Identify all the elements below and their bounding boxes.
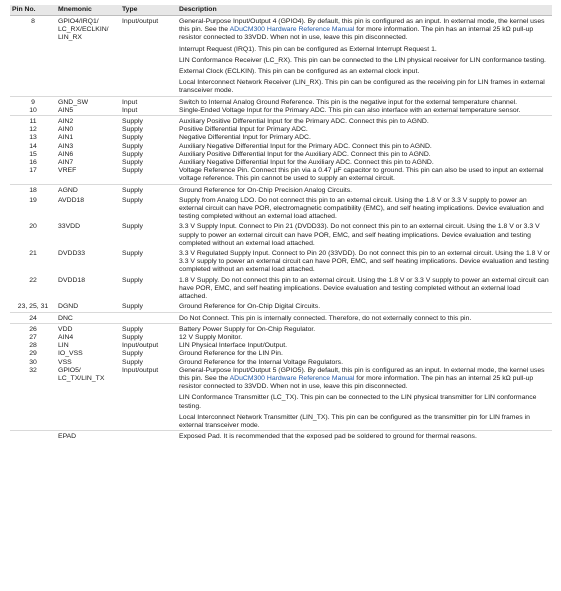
mnemonic-cell	[56, 96, 120, 107]
pin-number: 27	[29, 333, 37, 341]
pin-description	[177, 367, 552, 431]
pin-type: Supply	[122, 167, 143, 175]
mnemonic-line: GND_SW	[58, 98, 89, 106]
pin-description	[177, 134, 552, 142]
mnemonic-line: LIN_RX	[58, 34, 82, 42]
mnemonic-line: DGND	[58, 303, 79, 311]
mnemonic-cell	[56, 350, 120, 358]
pin-description	[177, 16, 552, 97]
mnemonic-line: EPAD	[58, 433, 77, 441]
table-row	[10, 126, 552, 134]
mnemonic-cell	[56, 301, 120, 312]
pin-type: Input/output	[122, 342, 159, 350]
pin-type	[120, 431, 177, 442]
description-text: Auxiliary Positive Differential Input for the Auxiliary ADC. Connect this pin to AGND.	[179, 150, 431, 158]
mnemonic-cell	[56, 221, 120, 248]
mnemonic-cell	[56, 126, 120, 134]
pin-type: Supply	[120, 184, 177, 195]
table-row	[10, 159, 552, 167]
description-text: Local Interconnect Network Receiver (LIN_RX). This pin can be configured as the receiving pin for LIN frames in external transceiver mode.	[179, 79, 545, 95]
mnemonic-cell	[56, 184, 120, 195]
pin-number: 30	[29, 358, 37, 366]
pin-type: Supply	[122, 159, 143, 167]
table-row	[10, 248, 552, 275]
pin-type: Supply	[122, 142, 143, 150]
description-text: Switch to Internal Analog Ground Reference. This pin is the negative input for the external temperature channel.	[179, 98, 518, 106]
description-paragraph	[179, 57, 550, 65]
description-text: Interrupt Request (IRQ1). This pin can be configured as External Interrupt Request 1.	[179, 45, 437, 53]
mnemonic-line: AVDD18	[58, 196, 85, 204]
description-paragraph	[179, 303, 550, 311]
pin-description	[177, 334, 552, 342]
pin-number: 29	[29, 350, 37, 358]
description-text: Battery Power Supply for On-Chip Regulator.	[179, 325, 316, 333]
table-row	[10, 221, 552, 248]
description-paragraph	[179, 187, 550, 195]
pin-function-table	[10, 5, 552, 441]
pin-type: Supply	[120, 116, 177, 127]
description-paragraph	[179, 277, 550, 302]
description-text: Ground Reference for On-Chip Precision Analog Circuits.	[179, 186, 353, 194]
pin-number: 9	[10, 96, 56, 107]
pin-description	[177, 143, 552, 151]
pin-number: 18	[10, 184, 56, 195]
pin-type: Input	[120, 96, 177, 107]
pin-description	[177, 167, 552, 184]
description-paragraph	[179, 18, 550, 43]
pin-type: Supply	[122, 134, 143, 142]
pin-number: 26	[10, 323, 56, 334]
description-paragraph	[179, 134, 550, 142]
pin-number: 17	[29, 167, 37, 175]
mnemonic-line: AIN2	[58, 118, 74, 126]
reference-manual-link[interactable]: ADuCM300 Hardware Reference Manual	[229, 374, 355, 382]
table-row	[10, 350, 552, 358]
pin-description	[177, 359, 552, 367]
pin-description	[177, 107, 552, 116]
pin-description	[177, 342, 552, 350]
table-header	[10, 5, 552, 16]
table-row	[10, 151, 552, 159]
header-type: Type	[120, 5, 177, 16]
description-paragraph	[179, 342, 550, 350]
description-text: LIN Conformance Receiver (LC_RX). This pin can be connected to the LIN physical receiver for LIN conformance testing.	[179, 56, 546, 64]
description-text: 1.8 V Supply. Do not connect this pin to an external circuit. Using the 1.8 V or 3.3 V supply to power an external circuit can have POR, EMC, and self heating implications. Device evaluation and testing completed without an external load attached.	[179, 276, 549, 301]
pin-type: Supply	[122, 276, 143, 284]
mnemonic-cell	[56, 312, 120, 323]
table-row	[10, 342, 552, 350]
table-row	[10, 195, 552, 222]
mnemonic-line: AIN0	[58, 126, 74, 134]
description-text: Single-Ended Voltage Input for the Primary ADC. This pin can also interface with an external temperature sensor.	[179, 106, 521, 114]
mnemonic-cell	[56, 342, 120, 350]
mnemonic-cell	[56, 107, 120, 116]
description-paragraph	[179, 394, 550, 410]
pin-number: 28	[29, 342, 37, 350]
pin-type	[120, 312, 177, 323]
description-paragraph	[179, 350, 550, 358]
description-paragraph	[179, 315, 550, 323]
pin-type: Supply	[122, 196, 143, 204]
description-paragraph	[179, 79, 550, 95]
description-paragraph	[179, 118, 550, 126]
pin-description	[177, 275, 552, 302]
mnemonic-cell	[56, 359, 120, 367]
mnemonic-cell	[56, 195, 120, 222]
header-pin-no: Pin No.	[10, 5, 56, 16]
description-paragraph	[179, 433, 550, 441]
description-paragraph	[179, 223, 550, 248]
description-text: General-Purpose Input/Output 5 (GPIO5). By default, this pin is configured as an input. In external mode, the kernel uses this pin. See the	[179, 366, 545, 382]
table-row	[10, 323, 552, 334]
mnemonic-line: 33VDD	[58, 223, 81, 231]
pin-number: 14	[29, 142, 37, 150]
description-paragraph	[179, 334, 550, 342]
mnemonic-cell	[56, 323, 120, 334]
mnemonic-cell	[56, 151, 120, 159]
description-text: for more information. The pin has an internal 25 kΩ pull-up resistor connected to 33VDD. When not in use, leave this pin disconnected.	[179, 26, 534, 42]
description-paragraph	[179, 151, 550, 159]
mnemonic-cell	[56, 367, 120, 431]
table-row	[10, 143, 552, 151]
table-row	[10, 184, 552, 195]
mnemonic-line: IO_VSS	[58, 350, 83, 358]
pin-type: Input	[122, 106, 138, 114]
table-row	[10, 334, 552, 342]
description-text: Positive Differential Input for Primary ADC.	[179, 126, 308, 134]
pin-type: Supply	[122, 350, 143, 358]
pin-number: 16	[29, 159, 37, 167]
description-paragraph	[179, 326, 550, 334]
pin-type: Supply	[122, 223, 143, 231]
pin-number: 11	[10, 116, 56, 127]
pin-description	[177, 195, 552, 222]
table-row	[10, 301, 552, 312]
table-row	[10, 312, 552, 323]
mnemonic-line: VDD	[58, 325, 73, 333]
pin-description	[177, 151, 552, 159]
mnemonic-cell	[56, 275, 120, 302]
description-text: Auxiliary Negative Differential Input for the Auxiliary ADC. Connect this pin to AGND.	[179, 159, 434, 167]
mnemonic-cell	[56, 248, 120, 275]
table-row	[10, 116, 552, 127]
description-text: Do Not Connect. This pin is internally connected. Therefore, do not externally connect to this pin.	[179, 314, 472, 322]
mnemonic-cell	[56, 116, 120, 127]
pin-type: Supply	[122, 333, 143, 341]
table-row	[10, 16, 552, 97]
pin-description	[177, 323, 552, 334]
description-text: LIN Conformance Transmitter (LC_TX). This pin can be connected to the LIN physical transmitter for LIN conformance testing.	[179, 394, 537, 410]
description-text: for more information. The pin has an internal 25 kΩ pull-up resistor connected to 33VDD. When not in use, leave this pin disconnected.	[179, 374, 534, 391]
mnemonic-cell	[56, 143, 120, 151]
table-row	[10, 134, 552, 142]
pin-type: Supply	[122, 250, 143, 258]
description-paragraph	[179, 99, 550, 107]
pin-description	[177, 248, 552, 275]
pin-type: Supply	[120, 323, 177, 334]
description-text: Auxiliary Positive Differential Input for the Primary ADC. Connect this pin to AGND.	[179, 118, 429, 126]
description-paragraph	[179, 167, 550, 183]
mnemonic-line: GPIO5/	[58, 366, 81, 374]
description-text: Supply from Analog LDO. Do not connect this pin to an external circuit. Using the 1.8 V or 3.3 V supply to power an external circuit can have POR, electromagnetic compatibility (EMC), and self heating implications. Device evaluation and testing completed without an external load attached.	[179, 196, 544, 221]
pin-description	[177, 126, 552, 134]
mnemonic-cell	[56, 431, 120, 442]
mnemonic-cell	[56, 159, 120, 167]
pin-number: 13	[29, 134, 37, 142]
mnemonic-line: AIN5	[58, 106, 74, 114]
mnemonic-line: DVDD18	[58, 276, 86, 284]
description-text: Auxiliary Negative Differential Input for the Primary ADC. Connect this pin to AGND.	[179, 142, 432, 150]
mnemonic-line: AIN3	[58, 142, 74, 150]
pin-number: 10	[29, 106, 37, 114]
pin-number: 19	[29, 196, 37, 204]
header-mnemonic: Mnemonic	[56, 5, 120, 16]
description-paragraph	[179, 46, 550, 54]
pin-type: Supply	[122, 126, 143, 134]
description-paragraph	[179, 414, 550, 430]
description-paragraph	[179, 107, 550, 115]
description-text: External Clock (ECLKIN). This pin can be configured as an external clock input.	[179, 68, 420, 76]
pin-number: 23, 25, 31	[17, 303, 49, 311]
mnemonic-line: LC_RX/ECLKIN/	[58, 26, 109, 34]
description-paragraph	[179, 68, 550, 76]
description-text: LIN Physical Interface Input/Output.	[179, 342, 288, 350]
pin-description	[177, 350, 552, 358]
pin-description	[177, 159, 552, 167]
description-paragraph	[179, 250, 550, 275]
pin-number: 12	[29, 126, 37, 134]
mnemonic-line: AIN7	[58, 159, 74, 167]
description-text: Negative Differential Input for Primary ADC.	[179, 134, 311, 142]
pin-description	[177, 301, 552, 312]
description-text: Exposed Pad. It is recommended that the exposed pad be soldered to ground for thermal reasons.	[179, 433, 477, 441]
description-text: Ground Reference for On-Chip Digital Circuits.	[179, 303, 321, 311]
pin-number: 21	[29, 250, 37, 258]
table-body	[10, 16, 552, 442]
table-row	[10, 359, 552, 367]
mnemonic-line: DNC	[58, 314, 73, 322]
pin-number: 24	[10, 312, 56, 323]
description-text: General-Purpose Input/Output 4 (GPIO4). By default, this pin is configured as an input. In external mode, the kernel uses this pin. See the	[179, 18, 545, 34]
pin-type: Supply	[122, 150, 143, 158]
mnemonic-line: VSS	[58, 358, 72, 366]
table-row	[10, 96, 552, 107]
mnemonic-line: LC_TX/LIN_TX	[58, 374, 105, 382]
description-paragraph	[179, 197, 550, 222]
description-paragraph	[179, 126, 550, 134]
table-row	[10, 167, 552, 184]
pin-type: Supply	[122, 358, 143, 366]
pin-number: 22	[29, 276, 37, 284]
pin-number: 15	[29, 150, 37, 158]
mnemonic-line: GPIO4/IRQ1/	[58, 18, 99, 25]
description-text: 3.3 V Regulated Supply Input. Connect to Pin 20 (33VDD). Do not connect this pin to an external circuit. Using the 1.8 V or 3.3 V supply to power an external circuit can have POR, EMC, and self heating implications. Device evaluation and testing completed without an external load attached.	[179, 250, 550, 274]
table-row	[10, 431, 552, 442]
mnemonic-line: DVDD33	[58, 250, 86, 258]
mnemonic-cell	[56, 16, 120, 97]
pin-description	[177, 96, 552, 107]
mnemonic-line: AGND	[58, 186, 78, 194]
pin-description	[177, 312, 552, 323]
pin-type: Supply	[122, 303, 143, 311]
mnemonic-line: AIN6	[58, 150, 74, 158]
table-row	[10, 275, 552, 302]
mnemonic-cell	[56, 334, 120, 342]
pin-description	[177, 431, 552, 442]
pin-description	[177, 221, 552, 248]
header-description: Description	[177, 5, 552, 16]
description-text: 3.3 V Supply Input. Connect to Pin 21 (DVDD33). Do not connect this pin to an external circuit. Using the 1.8 V or 3.3 V supply to power an external circuit can have POR, EMC, and self heating implications. Device evaluation and testing completed without an external load attached.	[179, 223, 540, 247]
pin-number: 20	[29, 223, 37, 231]
reference-manual-link[interactable]: ADuCM300 Hardware Reference Manual	[229, 26, 355, 34]
table-row	[10, 367, 552, 431]
description-paragraph	[179, 143, 550, 151]
mnemonic-line: VREF	[58, 167, 77, 175]
pin-number: 32	[29, 366, 37, 374]
mnemonic-line: AIN4	[58, 333, 74, 341]
description-text: Local Interconnect Network Transmitter (LIN_TX). This pin can be configured as the transmitter pin for LIN frames in external transceiver mode.	[179, 413, 530, 429]
pin-number	[10, 431, 56, 442]
pin-type: Input/output	[122, 366, 159, 374]
description-paragraph	[179, 159, 550, 167]
pin-type: Input/output	[122, 18, 159, 25]
mnemonic-cell	[56, 167, 120, 184]
description-text: Voltage Reference Pin. Connect this pin via a 0.47 µF capacitor to ground. This pin can also be used to input an external voltage reference. This pin cannot be used to supply an external circuit.	[179, 167, 544, 183]
description-paragraph	[179, 367, 550, 392]
mnemonic-cell	[56, 134, 120, 142]
mnemonic-line: AIN1	[58, 134, 74, 142]
mnemonic-line: LIN	[58, 342, 69, 350]
pin-description	[177, 184, 552, 195]
description-text: Ground Reference for the LIN Pin.	[179, 350, 283, 358]
description-text: Ground Reference for the Internal Voltage Regulators.	[179, 358, 343, 366]
pin-description	[177, 116, 552, 127]
table-row	[10, 107, 552, 116]
description-paragraph	[179, 359, 550, 367]
description-text: 12 V Supply Monitor.	[179, 333, 243, 341]
pin-number: 8	[31, 18, 35, 25]
